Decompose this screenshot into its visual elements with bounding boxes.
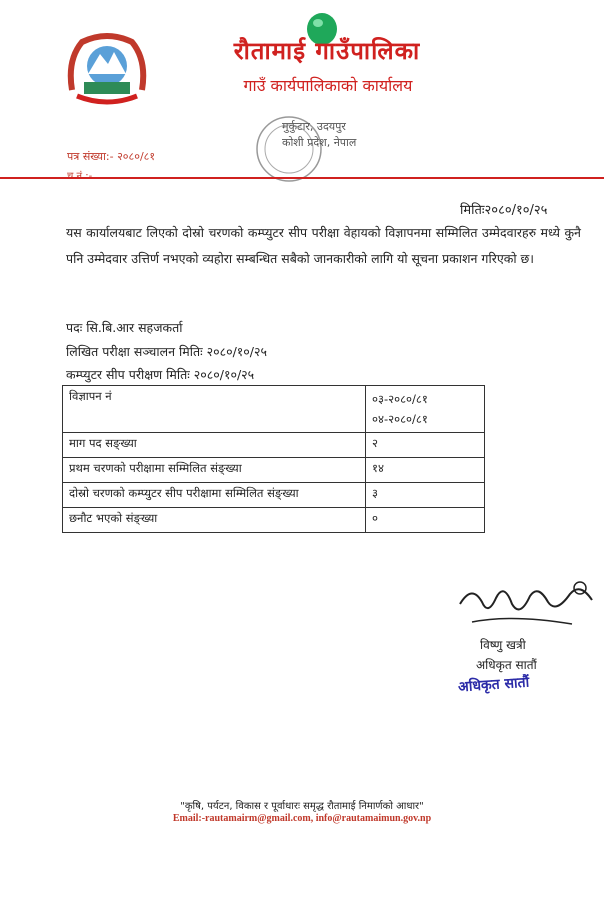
table-cell-value: ३ <box>366 483 485 508</box>
table-cell-value <box>366 386 485 433</box>
table-cell-label: विज्ञापन नं <box>63 386 366 433</box>
written-exam-date: लिखित परीक्षा सञ्चालन मितिः २०८०/१०/२५ <box>66 344 267 359</box>
address-line-2: कोशी प्रदेश, नेपाल <box>282 136 357 149</box>
nepal-emblem-icon <box>62 30 152 108</box>
table-cell-value: २ <box>366 433 485 458</box>
notice-date: मितिः२०८०/१०/२५ <box>460 203 548 218</box>
post-line: पदः सि.बि.आर सहजकर्ता <box>66 320 183 335</box>
table-cell-value: १४ <box>366 458 485 483</box>
signer-name: विष्णु खत्री <box>480 638 526 652</box>
signer-title: अधिकृत सातौं <box>476 658 537 672</box>
table-row <box>63 483 485 508</box>
table-row <box>63 433 485 458</box>
computer-exam-date: कम्प्युटर सीप परीक्षण मितिः २०८०/१०/२५ <box>66 367 255 382</box>
table-cell-label: माग पद सङ्ख्या <box>63 433 366 458</box>
org-name: रौतामाई गाउँपालिका <box>233 37 421 65</box>
title-stamp: अधिकृत सातौं <box>457 674 530 696</box>
table-cell-label: दोस्रो चरणको कम्प्युटर सीप परीक्षामा सम्मिलित संङ्ख्या <box>63 483 366 508</box>
notice-body: यस कार्यालयबाट लिएको दोस्रो चरणको कम्प्युटर सीप परीक्षा वेहायको विज्ञापनमा सम्मिलित उम्मेदवारहरु मध्ये कुनै पनि उम्मेदवार उत्तिर्ण नभएको व्यहोरा सम्बन्धित सबैको जानकारीको लागि यो सूचना प्रकाशन गरिएको छ। <box>66 225 581 266</box>
footer-motto: "कृषि, पर्यटन, विकास र पूर्वाधारः समृद्ध रौतामाई निमार्णको आधार" <box>180 801 424 812</box>
signature-icon <box>452 574 602 638</box>
advert-number: ०३-२०८०/८१ <box>372 392 428 406</box>
letter-number: पत्र संख्या:- २०८०/८१ <box>67 150 156 163</box>
table-row <box>63 508 485 533</box>
table-row <box>63 458 485 483</box>
address-line-1: मुर्कुटार, उदयपुर <box>282 120 346 133</box>
table-cell-label: प्रथम चरणको परीक्षामा सम्मिलित संङ्ख्या <box>63 458 366 483</box>
advert-number: ०४-२०८०/८१ <box>372 412 428 426</box>
office-name: गाउँ कार्यपालिकाको कार्यालय <box>243 76 413 95</box>
header-divider <box>0 177 604 179</box>
result-table <box>62 385 485 533</box>
table-cell-value: ० <box>366 508 485 533</box>
table-row <box>63 386 485 433</box>
dispatch-number <box>67 168 92 182</box>
table-cell-label: छनौट भएको संङ्ख्या <box>63 508 366 533</box>
footer-email: Email:-rautamairm@gmail.com, info@rautamaimun.gov.np <box>172 813 432 824</box>
